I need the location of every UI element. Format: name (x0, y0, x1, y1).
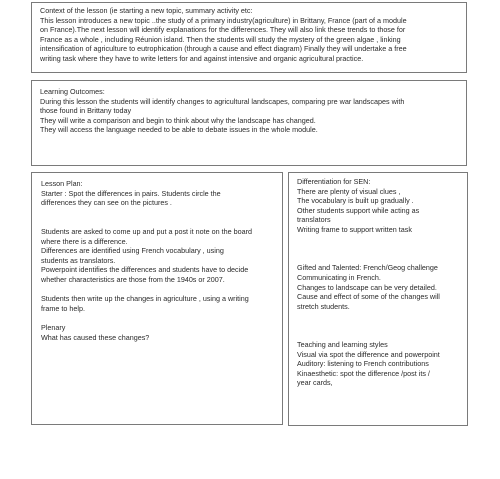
gifted-talented-line: stretch students. (297, 301, 350, 311)
outcomes-line: During this lesson the students will identify changes to agricultural landscapes, comparing pre war landscapes with (40, 96, 405, 106)
plenary-question: What has caused these changes? (41, 332, 150, 342)
context-line: intensification of agriculture to eutrophication (through a cause and effect diagram) Finally they will undertake a free (40, 44, 407, 54)
sen-line: The vocabulary is built up gradually . (297, 196, 414, 206)
write-up-line: frame to help. (41, 303, 85, 313)
gifted-talented-line: Changes to landscape can be very detailed. (297, 282, 437, 292)
activity-line: students as translators. (41, 255, 116, 265)
outcomes-line: those found in Brittany today (40, 106, 132, 116)
differentiation-box (288, 172, 468, 426)
gifted-talented-line: Cause and effect of some of the changes will (297, 292, 440, 302)
learning-styles-line: Visual via spot the difference and powerpoint (297, 349, 440, 359)
outcomes-line: They will write a comparison and begin to think about why the landscape has changed. (40, 115, 316, 125)
learning-outcomes-box (31, 80, 467, 166)
activity-line: where there is a difference. (41, 236, 128, 246)
outcomes-line: They will access the language needed to be able to debate issues in the whole module. (40, 125, 318, 135)
activity-line: Students are asked to come up and put a post it note on the board (41, 226, 252, 236)
learning-styles-line: Teaching and learning styles (297, 340, 388, 350)
sen-line: translators (297, 215, 331, 225)
sen-line: Other students support while acting as (297, 205, 420, 215)
gifted-talented-line: Gifted and Talented: French/Geog challenge (297, 263, 438, 273)
write-up-line: Students then write up the changes in agriculture , using a writing (41, 294, 249, 304)
sen-line: Writing frame to support written task (297, 224, 412, 234)
starter-line: Starter : Spot the differences in pairs. Students circle the (41, 188, 221, 198)
context-line: on France).The next lesson will identify explanations for the differences. They will also link these trends to those for (40, 25, 406, 35)
activity-line: Differences are identified using French vocabulary , using (41, 246, 224, 256)
learning-styles-line: Auditory: listening to French contributions (297, 359, 429, 369)
lesson-plan-box (31, 172, 283, 425)
outcomes-title: Learning Outcomes: (40, 87, 105, 96)
context-title: Context of the lesson (ie starting a new topic, summary activity etc: (40, 6, 253, 15)
learning-styles-line: Kinaesthetic: spot the difference /post its / (297, 368, 430, 378)
sen-title: Differentiation for SEN: (297, 177, 371, 186)
sen-line: There are plenty of visual clues , (297, 186, 401, 196)
context-box (31, 2, 467, 73)
plenary-heading: Plenary (41, 322, 66, 332)
lesson-plan-title: Lesson Plan: (41, 179, 83, 188)
starter-line: differences they can see on the pictures . (41, 198, 172, 208)
activity-line: Powerpoint identifies the differences and students have to decide (41, 265, 249, 275)
learning-styles-line: year cards, (297, 378, 333, 388)
context-line: This lesson introduces a new topic ..the study of a primary industry(agriculture) in Brittany, France (part of a module (40, 15, 407, 25)
context-line: writing task where they have to write letters for and against intensive and organic agricultural practice. (40, 53, 364, 63)
gifted-talented-line: Communicating in French. (297, 272, 381, 282)
context-line: France as a whole , including Réunion island. Then the students will study the mystery of the green algae , linking (40, 34, 401, 44)
activity-line: whether characteristics are those from the 1940s or 2007. (41, 274, 225, 284)
